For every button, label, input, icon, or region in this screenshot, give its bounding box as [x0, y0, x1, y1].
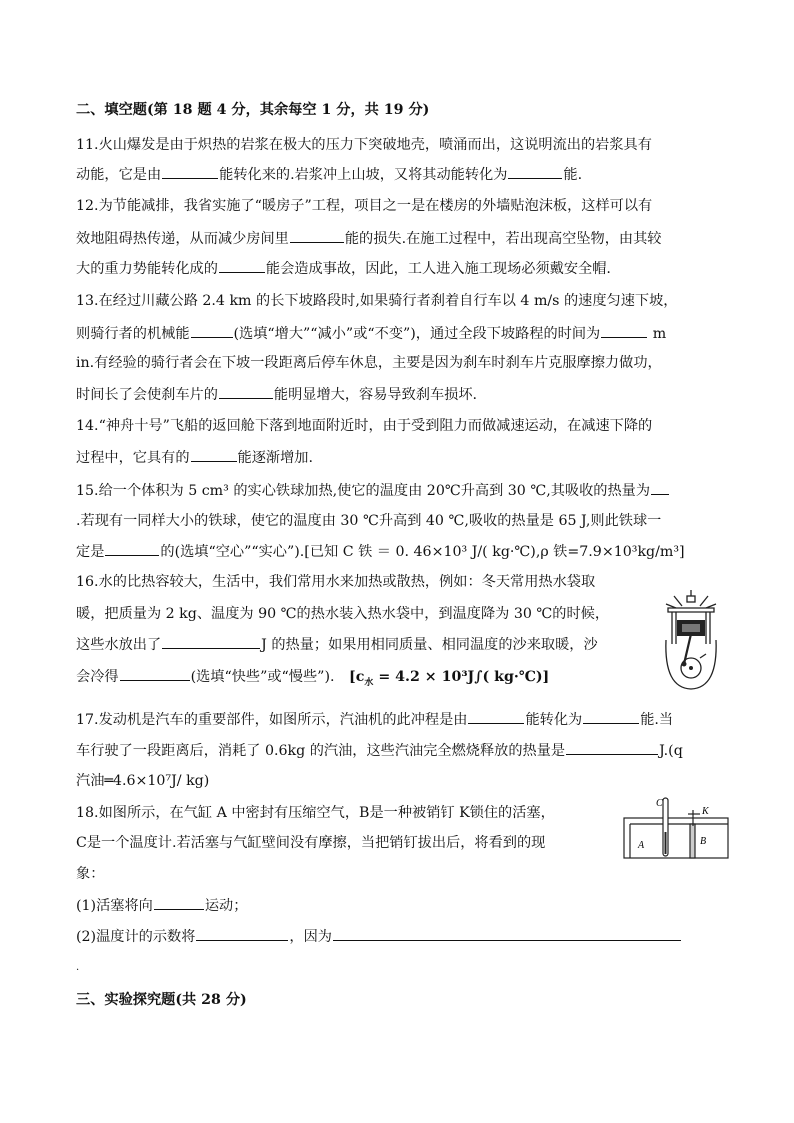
- answer-blank[interactable]: [290, 228, 344, 243]
- q12-line-2: [76, 228, 661, 249]
- q17-text: J.(q: [659, 743, 683, 759]
- q11-text: 能.: [563, 167, 583, 183]
- answer-blank[interactable]: [566, 740, 658, 755]
- q15-text: 的(选填“空心”“实心”).[已知 C 铁 ＝ 0. 46×10³ J/( kg·℃),ρ 铁=7.9×10³kg/m³]: [160, 544, 685, 560]
- q18-text: (1)活塞将向: [76, 898, 153, 914]
- formula-text: [c: [349, 669, 365, 685]
- section-2-header: 二、填空题(第 18 题 4 分，其余每空 1 分，共 19 分): [76, 102, 430, 118]
- answer-blank[interactable]: [583, 709, 639, 724]
- q16-line-4: [76, 666, 549, 693]
- engine-stroke-figure: [660, 588, 722, 692]
- q11-line-2: [76, 164, 582, 185]
- q15-line-2: .若现有一同样大小的铁球，使它的温度由 30 ℃升高到 40 ℃,吸收的热量是 65 J,则此铁球一: [76, 513, 662, 529]
- q16-text: (选填“快些”或“慢些”).: [190, 669, 335, 685]
- formula-text: = 4.2 × 10³J∫( kg·℃)]: [373, 669, 550, 685]
- q14-line-2: [76, 447, 313, 468]
- specific-heat-formula: [349, 669, 550, 688]
- answer-blank[interactable]: [651, 480, 669, 495]
- q12-text: 效地阻碍热传递，从而减少房间里: [76, 231, 289, 247]
- label-c: C: [656, 798, 663, 809]
- answer-blank[interactable]: [508, 164, 562, 179]
- q18-line-2: C是一个温度计.若活塞与气缸壁间没有摩擦，当把销钉拔出后，将看到的现: [76, 835, 546, 851]
- q15-line-1: [76, 480, 670, 501]
- q18-line-5: [76, 926, 682, 947]
- q17-text: 能转化为: [525, 712, 583, 728]
- q13-text: (选填“增大”“减小”或“不变”)，通过全段下坡路程的时间为: [233, 326, 601, 342]
- section-3-header: 三、实验探究题(共 28 分): [76, 992, 247, 1008]
- answer-blank[interactable]: [601, 323, 647, 338]
- q14-text: 能逐渐增加.: [237, 450, 313, 466]
- q16-text: J 的热量；如果用相同质量、相同温度的沙来取暖，沙: [261, 637, 598, 653]
- q17-text: 能.当: [640, 712, 674, 728]
- q13-text: 则骑行者的机械能: [76, 326, 190, 342]
- q18-line-3: 象：: [76, 866, 105, 882]
- q18-text: ，因为: [289, 929, 332, 945]
- answer-blank[interactable]: [333, 926, 681, 941]
- label-k: K: [702, 806, 709, 817]
- answer-blank[interactable]: [162, 634, 260, 649]
- q18-line-1: 18.如图所示，在气缸 A 中密封有压缩空气，B是一种被销钉 K锁住的活塞，: [76, 805, 555, 821]
- q13-line-4: [76, 384, 477, 405]
- q18-text: (2)温度计的示数将: [76, 929, 196, 945]
- answer-blank[interactable]: [120, 666, 190, 681]
- q18-line-4: [76, 895, 247, 916]
- q18-text: 运动；: [204, 898, 248, 914]
- q13-text: 能明显增大，容易导致刹车损坏.: [273, 387, 478, 403]
- answer-blank[interactable]: [219, 384, 273, 399]
- q12-line-1: 12.为节能减排，我省实施了“暖房子”工程，项目之一是在楼房的外墙贴泡沫板，这样可以有: [76, 198, 653, 214]
- answer-blank[interactable]: [196, 926, 288, 941]
- q17-text: 车行驶了一段距离后，消耗了 0.6kg 的汽油，这些汽油完全燃烧释放的热量是: [76, 743, 566, 759]
- answer-blank[interactable]: [105, 541, 159, 556]
- q17-text: 17.发动机是汽车的重要部件，如图所示，汽油机的此冲程是由: [76, 712, 468, 728]
- answer-blank[interactable]: [154, 895, 204, 910]
- q12-text: 能的损失.在施工过程中，若出现高空坠物，由其较: [344, 231, 662, 247]
- q18-line-6: .: [76, 962, 80, 973]
- answer-blank[interactable]: [468, 709, 524, 724]
- answer-blank[interactable]: [219, 258, 265, 273]
- q16-line-3: [76, 634, 598, 655]
- q15-text: 15.给一个体积为 5 cm³ 的实心铁球加热,使它的温度由 20℃升高到 30 ℃,其吸收的热量为: [76, 483, 651, 499]
- q16-text: 会冷得: [76, 669, 119, 685]
- q17-line-2: [76, 740, 683, 761]
- cylinder-piston-figure: [620, 792, 730, 864]
- q15-line-3: [76, 541, 685, 562]
- q12-text: 能会造成事故，因此，工人进入施工现场必须戴安全帽.: [265, 261, 611, 277]
- label-a: A: [638, 840, 645, 851]
- q15-text: 定是: [76, 544, 105, 560]
- q13-text: 时间长了会使刹车片的: [76, 387, 218, 403]
- q14-line-1: 14.“神舟十号”飞船的返回舱下落到地面附近时，由于受到阻力而做减速运动，在减速下降的: [76, 418, 653, 434]
- q12-text: 大的重力势能转化成的: [76, 261, 218, 277]
- q12-line-3: [76, 258, 611, 279]
- q11-text: 能转化来的.岩浆冲上山坡，又将其动能转化为: [219, 167, 508, 183]
- q17-line-3: 汽油═4.6×10⁷J/ kg): [76, 773, 210, 789]
- q16-line-1: 16.水的比热容较大，生活中，我们常用水来加热或散热，例如：冬天常用热水袋取: [76, 574, 596, 590]
- q11-text: 动能，它是由: [76, 167, 162, 183]
- formula-subscript: 水: [364, 677, 374, 688]
- answer-blank[interactable]: [162, 164, 218, 179]
- q13-line-3: in.有经验的骑行者会在下坡一段距离后停车休息，主要是因为刹车时刹车片克服摩擦力做功，: [76, 355, 662, 371]
- q13-line-2: [76, 323, 666, 344]
- q11-line-1: 11.火山爆发是由于炽热的岩浆在极大的压力下突破地壳，喷涌而出，这说明流出的岩浆具有: [76, 137, 652, 153]
- q16-line-2: 暖，把质量为 2 kg、温度为 90 ℃的热水装入热水袋中，到温度降为 30 ℃的时候，: [76, 606, 610, 622]
- answer-blank[interactable]: [191, 447, 237, 462]
- answer-blank[interactable]: [191, 323, 233, 338]
- q13-line-1: 13.在经过川藏公路 2.4 km 的长下坡路段时,如果骑行者刹着自行车以 4 m/s 的速度匀速下坡，: [76, 293, 678, 309]
- q17-line-1: [76, 709, 673, 730]
- q13-text: m: [648, 326, 667, 342]
- q14-text: 过程中，它具有的: [76, 450, 190, 466]
- q16-text: 这些水放出了: [76, 637, 162, 653]
- label-b: B: [700, 836, 707, 847]
